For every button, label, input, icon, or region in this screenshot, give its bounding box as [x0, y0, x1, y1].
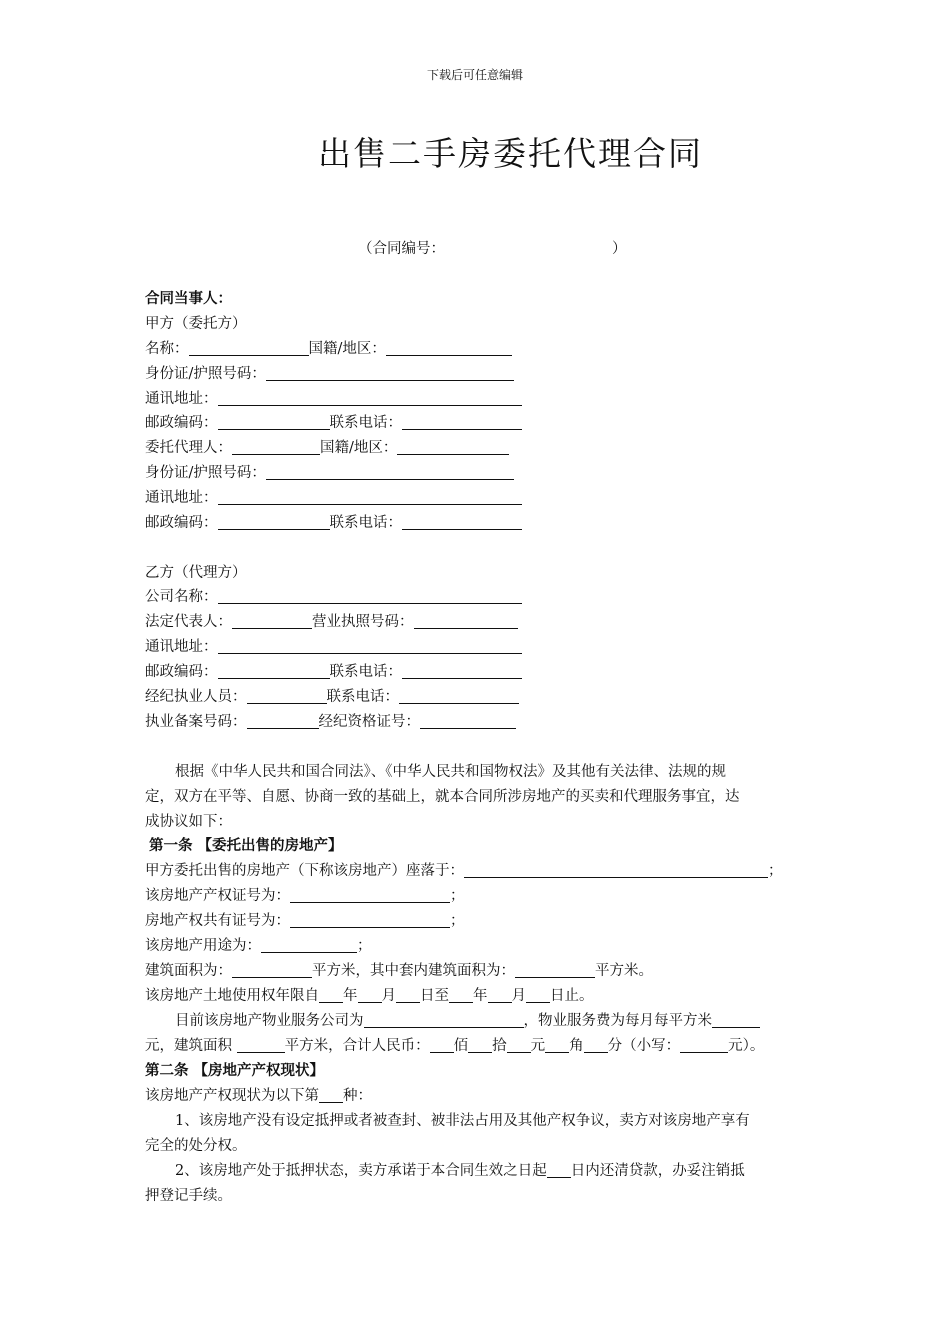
broker-field[interactable]: [247, 688, 327, 704]
article1-area-row: [145, 959, 653, 980]
fee-rate-label: ，物业服务费为每月每平方米: [523, 1013, 712, 1029]
agent-postcode-field[interactable]: [218, 514, 330, 530]
amount-digits-field[interactable]: [680, 1037, 728, 1053]
cert-no-field[interactable]: [290, 887, 450, 903]
area-label: 建筑面积为：: [145, 963, 232, 979]
agent-id-field[interactable]: [266, 464, 514, 480]
co-cert-field[interactable]: [290, 912, 450, 928]
b-address-field[interactable]: [218, 638, 522, 654]
company-label: 公司名称：: [145, 589, 218, 605]
fee-company-field[interactable]: [364, 1012, 524, 1028]
from-month-field[interactable]: [358, 987, 382, 1003]
bai-label: 佰: [453, 1038, 469, 1054]
id-label: 身份证/护照号码：: [145, 366, 266, 382]
party-a-agent-postcode-row: [145, 511, 522, 532]
name-label: 名称：: [145, 341, 189, 357]
year-label: 年: [343, 988, 358, 1004]
party-b-broker-row: [145, 685, 519, 706]
party-b-rep-row: [145, 610, 518, 631]
address-field[interactable]: [218, 390, 522, 406]
party-a-postcode-row: [145, 411, 522, 432]
party-b-heading: 乙方（代理方）: [145, 565, 247, 581]
license-field[interactable]: [414, 613, 518, 629]
b-postcode-label: 邮政编码：: [145, 664, 218, 680]
b-address-label: 通讯地址：: [145, 639, 218, 655]
fee-company-label: 目前该房地产物业服务公司为: [175, 1013, 364, 1029]
day-end-label: 日止。: [550, 988, 594, 1004]
company-field[interactable]: [218, 588, 522, 604]
party-a-id-row: [145, 362, 514, 383]
semicolon: ；: [768, 863, 783, 879]
postcode-field[interactable]: [218, 414, 330, 430]
status-field[interactable]: [319, 1087, 343, 1103]
parties-heading: 合同当事人：: [145, 291, 232, 307]
article2-item2-line2: 押登记手续。: [145, 1188, 232, 1204]
item2-text-a: 2、该房地产处于抵押状态，卖方承诺于本合同生效之日起: [175, 1163, 547, 1179]
b-phone-field[interactable]: [402, 663, 522, 679]
term-label: 该房地产土地使用权年限自: [145, 988, 319, 1004]
shi-label: 拾: [492, 1038, 507, 1054]
semicolon: ；: [357, 938, 372, 954]
phone-label: 联系电话：: [329, 415, 402, 431]
party-a-address-row: [145, 387, 522, 408]
party-a-agent-row: [145, 436, 509, 457]
article2-item2-line1: [175, 1159, 745, 1180]
agent-postcode-label: 邮政编码：: [145, 515, 218, 531]
to-month-field[interactable]: [488, 987, 512, 1003]
year-label: 年: [473, 988, 488, 1004]
page-title: 出售二手房委托代理合同: [318, 134, 703, 173]
record-label: 执业备案号码：: [145, 714, 247, 730]
broker-phone-label: 联系电话：: [326, 689, 399, 705]
status-label: 该房地产产权现状为以下第: [145, 1088, 319, 1104]
yuan-field[interactable]: [507, 1037, 531, 1053]
b-postcode-field[interactable]: [218, 663, 330, 679]
agent-address-label: 通讯地址：: [145, 490, 218, 506]
page-header: 下载后可任意编辑: [426, 68, 523, 82]
license-label: 营业执照号码：: [312, 614, 414, 630]
agent-id-label: 身份证/护照号码：: [145, 465, 266, 481]
contract-no-label: （合同编号：: [358, 241, 445, 257]
co-cert-label: 房地产权共有证号为：: [145, 913, 290, 929]
semicolon: ；: [450, 888, 465, 904]
article2-heading: 第二条 【房地产产权现状】: [145, 1063, 325, 1079]
days-field[interactable]: [547, 1162, 571, 1178]
record-field[interactable]: [247, 713, 319, 729]
article1-cert-row: [145, 884, 465, 905]
cert-field[interactable]: [420, 713, 516, 729]
usage-field[interactable]: [261, 937, 357, 953]
agent-field[interactable]: [232, 439, 320, 455]
location-field[interactable]: [464, 862, 768, 878]
address-label: 通讯地址：: [145, 391, 218, 407]
fee-rate-field[interactable]: [712, 1012, 760, 1028]
cert-label: 经纪资格证号：: [318, 714, 420, 730]
bai-field[interactable]: [430, 1037, 454, 1053]
month-label: 月: [381, 988, 396, 1004]
postcode-label: 邮政编码：: [145, 415, 218, 431]
contract-no-close: ）: [612, 241, 627, 257]
party-b-company-row: [145, 585, 522, 606]
fee-total-label: 平方米，合计人民币：: [284, 1038, 430, 1054]
article2-item1-line2: 完全的处分权。: [145, 1138, 247, 1154]
agent-phone-label: 联系电话：: [329, 515, 402, 531]
nationality-label: 国籍/地区：: [308, 341, 386, 357]
location-label: 甲方委托出售的房地产（下称该房地产）座落于：: [145, 863, 464, 879]
shi-field[interactable]: [468, 1037, 492, 1053]
legal-rep-label: 法定代表人：: [145, 614, 232, 630]
broker-phone-field[interactable]: [399, 688, 519, 704]
article1-heading: 第一条 【委托出售的房地产】: [149, 838, 343, 854]
article1-co-cert-row: [145, 909, 465, 930]
area-field[interactable]: [232, 962, 312, 978]
agent-address-field[interactable]: [218, 489, 522, 505]
party-b-address-row: [145, 635, 522, 656]
phone-field[interactable]: [402, 414, 522, 430]
name-field[interactable]: [189, 340, 309, 356]
party-b-postcode-row: [145, 660, 522, 681]
inner-area-field[interactable]: [515, 962, 595, 978]
broker-label: 经纪执业人员：: [145, 689, 247, 705]
to-year-field[interactable]: [449, 987, 473, 1003]
party-b-record-row: [145, 710, 516, 731]
fen-field[interactable]: [584, 1037, 608, 1053]
b-phone-label: 联系电话：: [329, 664, 402, 680]
article1-usage-row: [145, 934, 372, 955]
agent-nationality-field[interactable]: [397, 439, 509, 455]
fee-end-label: 元）。: [728, 1038, 765, 1054]
yuan-label: 元: [530, 1038, 546, 1054]
from-year-field[interactable]: [319, 987, 343, 1003]
article1-fee-row2: [145, 1034, 764, 1055]
from-day-field[interactable]: [396, 987, 420, 1003]
fee-area-label: 元，建筑面积: [145, 1038, 232, 1054]
party-a-agent-address-row: [145, 486, 522, 507]
item2-text-b: 日内还清贷款，办妥注销抵: [570, 1163, 745, 1179]
cert-no-label: 该房地产产权证号为：: [145, 888, 290, 904]
article1-location-row: [145, 859, 783, 880]
preamble-line3: 成协议如下：: [145, 814, 232, 830]
preamble-line2: 定，双方在平等、自愿、协商一致的基础上，就本合同所涉房地产的买卖和代理服务事宜，达: [145, 789, 740, 805]
jiao-field[interactable]: [545, 1037, 569, 1053]
agent-nationality-label: 国籍/地区：: [320, 440, 398, 456]
nationality-field[interactable]: [386, 340, 512, 356]
party-a-name-row: [145, 337, 512, 358]
article2-status-row: [145, 1084, 372, 1105]
agent-phone-field[interactable]: [402, 514, 522, 530]
status-suffix: 种：: [343, 1088, 372, 1104]
jiao-label: 角: [569, 1038, 584, 1054]
to-day-field[interactable]: [526, 987, 550, 1003]
fee-area-field[interactable]: [237, 1037, 285, 1053]
fen-label: 分（小写：: [607, 1038, 681, 1054]
article1-fee-row1: [175, 1009, 760, 1030]
area-inner-label: 平方米，其中套内建筑面积为：: [312, 963, 515, 979]
party-a-agent-id-row: [145, 461, 514, 482]
semicolon: ；: [450, 913, 465, 929]
id-field[interactable]: [266, 365, 514, 381]
article1-term-row: [145, 984, 594, 1005]
usage-label: 该房地产用途为：: [145, 938, 261, 954]
article2-item1-line1: 1、该房地产没有设定抵押或者被查封、被非法占用及其他产权争议，卖方对该房地产享有: [175, 1113, 750, 1129]
day-to-label: 日至: [420, 988, 449, 1004]
legal-rep-field[interactable]: [232, 613, 312, 629]
preamble-line1: 根据《中华人民共和国合同法》、《中华人民共和国物权法》及其他有关法律、法规的规: [175, 764, 726, 780]
party-a-heading: 甲方（委托方）: [145, 316, 247, 332]
agent-label: 委托代理人：: [145, 440, 232, 456]
month-label: 月: [511, 988, 526, 1004]
area-unit: 平方米。: [595, 963, 653, 979]
